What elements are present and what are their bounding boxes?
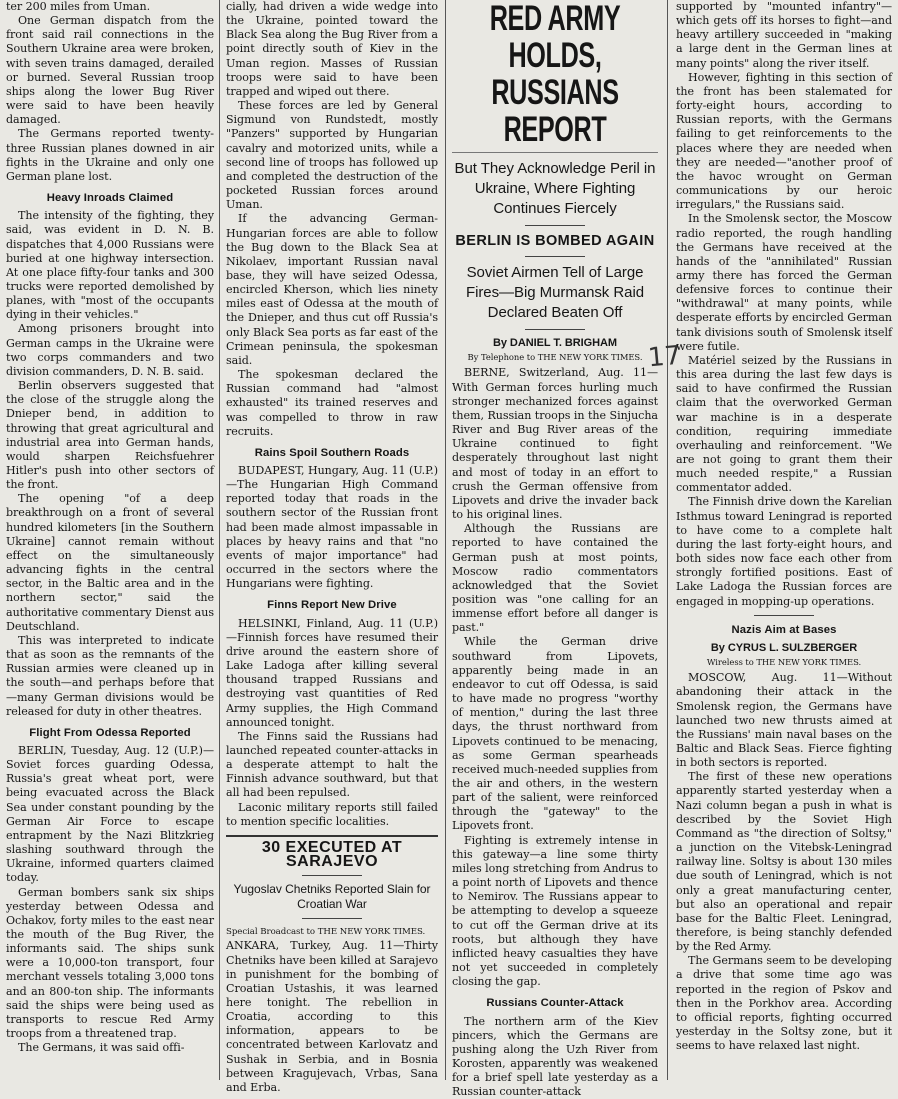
paragraph: BERLIN, Tuesday, Aug. 12 (U.P.)—Soviet forces guarding Odessa, Russia's great wheat port, were being evacuated across the Black Sea under constant pounding by the German Air Force to escape entrapment by the Nazi Blitzkrieg slashing southward through the Ukraine, informed quarters claimed today. [6, 744, 214, 886]
paragraph: These forces are led by General Sigmund von Rundstedt, mostly "Panzers" supported by Hungarian cavalry and motorized units, while a second line of troops has followed up and completed the destruction of the pocketed Russian forces around Uman. [226, 99, 438, 212]
column-2-body [226, 0, 438, 829]
paragraph: The intensity of the fighting, they said, was evident in D. N. B. dispatches that 4,000 Russians were buried at one highway intersection. At one place fifty-four tanks and 300 trucks were reported demolished by planes, with "most of the occupants dying in their vehicles." [6, 209, 214, 322]
sarajevo-credit: Special Broadcast to THE NEW YORK TIMES. [226, 925, 438, 939]
paragraph: The northern arm of the Kiev pincers, which the Germans are pushing along the Uzh River from Korosten, apparently was weakened for a brief spell late yesterday as a Russian counter-attack [452, 1015, 658, 1099]
main-deck: But They Acknowledge Peril in Ukraine, Where Fighting Continues Fiercely [452, 159, 658, 219]
paragraph: ter 200 miles from Uman. [6, 0, 214, 14]
byline: By DANIEL T. BRIGHAM [452, 336, 658, 350]
divider [525, 225, 585, 226]
paragraph: Although the Russians are reported to have contained the German push at most points, Moscow radio commentators acknowledged that the Soviet position was "one calling for an immense effort before all danger is past." [452, 522, 658, 635]
subheading: Finns Report New Drive [226, 598, 438, 612]
divider [754, 615, 814, 616]
byline-credit: Wireless to THE NEW YORK TIMES. [676, 655, 892, 669]
column-3 [452, 0, 658, 1080]
paragraph: The Germans, it was said offi- [6, 1041, 214, 1055]
subheading: Rains Spoil Southern Roads [226, 446, 438, 460]
paragraph: BERNE, Switzerland, Aug. 11—With German forces hurling much stronger mechanized forces against them, Russian troops in the Sinjucha River and Bug River areas of the Ukraine continued to fight desperately throughout last night and most of today in an effort to crush the German offensive from Lipovets and drive the invader back to his original lines. [452, 366, 658, 522]
paragraph: One German dispatch from the front said rail connections in the Southern Ukraine area were broken, with seven trains damaged, derailed or burned. Several Russian troop ships along the lower Bug River were said to have been heavily damaged. [6, 14, 214, 127]
paragraph: The first of these new operations apparently started yesterday when a Nazi column began a push in what is described by the Soviet High Command as "the direction of Soltsy," a junction on the Vitebsk-Leningrad railway line. Soltsy is about 130 miles due south of Leningrad, which is not only a great manufacturing center, but also an operational and repair base for the Baltic Fleet. Leningrad, therefore, is being stanchly defended by the Red Army. [676, 770, 892, 954]
paragraph: Among prisoners brought into German camps in the Ukraine were two corps commanders and two division commanders, D. N. B. said. [6, 322, 214, 379]
divider [525, 256, 585, 257]
column-3-body [452, 366, 658, 1099]
subheading: Flight From Odessa Reported [6, 726, 214, 740]
paragraph: supported by "mounted infantry"—which gets off its horses to fight—and heavy artillery succeeded in "making a large dent in the German lines at many points" along the river itself. [676, 0, 892, 71]
paragraph: Laconic military reports still failed to mention specific localities. [226, 801, 438, 829]
paragraph: The Finnish drive down the Karelian Isthmus toward Leningrad is reported to have come to a complete halt during the last forty-eight hours, and both sides now face each other from strongly fortified positions. East of Lake Ladoga the Russian forces are engaged in mopping-up operations. [676, 495, 892, 608]
paragraph: MOSCOW, Aug. 11—Without abandoning their attack in the Smolensk region, the Germans have launched two new thrusts aimed at the Russians' main naval bases on the Baltic and Black Seas. Fierce fighting in both sectors is reported. [676, 671, 892, 770]
handwritten-mark: 17 [647, 341, 683, 374]
sarajevo-headline: 30 EXECUTED AT SARAJEVO [226, 835, 438, 869]
column-rule [219, 0, 220, 1080]
paragraph: However, fighting in this section of the front has been stalemated for forty-eight hours, according to Russian reports, with the Germans failing to get reinforcements to the places where they are needed when they are needed—"another proof of the havoc wrought on German communications by our heroic irregulars," the Russians said. [676, 71, 892, 213]
subheading: Nazis Aim at Bases [676, 623, 892, 637]
sarajevo-paragraph: ANKARA, Turkey, Aug. 11—Thirty Chetniks have been killed at Sarajevo in punishment for the bombing of Croatian Ustashis, it was learned here tonight. The rebellion in Croatia, according to this information, appears to be concentrated between Karlovatz and Sushak in Serbia, and in Bosnia between Kragujevach, Vrbas, Sana and Erba. [226, 939, 438, 1095]
paragraph: cially, had driven a wide wedge into the Ukraine, pointed toward the Black Sea along the Bug River from a point directly south of Kiev in the Uman region. Masses of Russian troops were said to have been trapped and wiped out there. [226, 0, 438, 99]
paragraph: German bombers sank six ships yesterday between Odessa and Ochakov, forty miles to the east near the mouth of the Bug River, the informants said. The ships sunk were a 10,000-ton transport, four merchant vessels totaling 3,000 tons and an 800-ton ship. The informants said the ships were being used as transports to rescue Red Army troops from a threatened trap. [6, 886, 214, 1042]
paragraph: While the German drive southward from Lipovets, apparently being made in an endeavor to cut off Odessa, is said to have made no progress "worthy of mention," during the last three days, the thrust northward from Lipovets continued to be menacing, as some German spearheads received much-needed supplies from the air and others, in the western part of the salient, were reinforced through the "gateway" to the Lipovets front. [452, 635, 658, 833]
paragraph: Berlin observers suggested that the close of the struggle along the Dnieper bend, in addition to throwing that great agricultural and industrial area into German hands, would sharpen Reichsfuehrer Hitler's push into other sectors of the front. [6, 379, 214, 492]
sarajevo-deck: Yugoslav Chetniks Reported Slain for Croatian War [226, 882, 438, 912]
paragraph: The Germans seem to be developing a drive that some time ago was reported in the region of Pskov and then in the Porkhov area. According to official reports, fighting occurred yesterday in the Soltsy zone, but it seems to have relaxed last night. [676, 954, 892, 1053]
subheading: Russians Counter-Attack [452, 996, 658, 1010]
paragraph: Matériel seized by the Russians in this area during the last few days is said to have confirmed the Russian claim that the overworked German war machine is in a desperate condition, requiring immediate overhauling and reinforcement. "We are not going to grant them their much needed respite," a Russian commentator added. [676, 354, 892, 496]
main-headline: RED ARMY HOLDS, RUSSIANS REPORT [459, 0, 651, 148]
byline-credit: By Telephone to THE NEW YORK TIMES. [452, 350, 658, 364]
byline: By CYRUS L. SULZBERGER [676, 641, 892, 655]
column-rule [445, 0, 446, 1080]
column-2 [226, 0, 438, 1080]
divider [302, 918, 362, 919]
main-deck-2: BERLIN IS BOMBED AGAIN [452, 234, 658, 248]
paragraph: The Finns said the Russians had launched repeated counter-attacks in a desperate attempt to halt the Finnish advance southward, but that all had been repulsed. [226, 730, 438, 801]
paragraph: This was interpreted to indicate that as soon as the remnants of the Russian armies were cleaned up in the south—and perhaps before that—many German divisions would be released for duty in other theatres. [6, 634, 214, 719]
divider [452, 152, 658, 153]
paragraph: Fighting is extremely intense in this gateway—a line some thirty miles long stretching from Andrus to a point north of Lipovets and thence to Nemirov. The Russians appear to be attempting to develop a squeeze to cut off the German drive at its roots, but although they have inflicted heavy casualties they have not yet succeeded in completely closing the gap. [452, 834, 658, 990]
divider [302, 875, 362, 876]
column-rule [667, 0, 668, 1080]
paragraph: The spokesman declared the Russian command had "almost exhausted" its trained reserves and was compelled to throw in raw recruits. [226, 368, 438, 439]
column-1 [6, 0, 214, 1080]
paragraph: In the Smolensk sector, the Moscow radio reported, the rough handling the Germans have received at the hands of the "annihilated" Russian army there has forced the German defensive forces to continue their "withdrawal" at many points, while desperate efforts by encircled German tank divisions south of Smolensk itself were futile. [676, 212, 892, 354]
column-4 [676, 0, 892, 1080]
divider [525, 329, 585, 330]
paragraph: The Germans reported twenty-three Russian planes downed in air fights in the Ukraine and only one German plane lost. [6, 127, 214, 184]
main-deck-3: Soviet Airmen Tell of Large Fires—Big Murmansk Raid Declared Beaten Off [452, 263, 658, 323]
paragraph: HELSINKI, Finland, Aug. 11 (U.P.)—Finnish forces have resumed their drive around the eastern shore of Lake Ladoga after killing several thousand trapped Russians and destroying vast quantities of Red Army supplies, the High Command announced tonight. [226, 617, 438, 730]
subheading: Heavy Inroads Claimed [6, 191, 214, 205]
paragraph: The opening "of a deep breakthrough on a front of several hundred kilometers [in the Southern Ukraine] cannot remain without effect on the simultaneously advancing fights in the central sector, in the Baltic area and in the northern sector," said the authoritative commentary Dienst aus Deutschland. [6, 492, 214, 634]
paragraph: BUDAPEST, Hungary, Aug. 11 (U.P.)—The Hungarian High Command reported today that roads in the southern sector of the Russian front had been made almost impassable in places by heavy rains and that "no events of major importance" had occurred in the sectors where the Hungarians were fighting. [226, 464, 438, 591]
paragraph: If the advancing German-Hungarian forces are able to follow the Bug down to the Black Sea at Nikolaev, important Russian naval base, they will have seized Odessa, encircled Kherson, which lies ninety miles east of Odessa at the mouth of the Dnieper, and thus cut off Russia's only Black Sea ports as far east of the Crimean peninsula, the spokesman said. [226, 212, 438, 368]
